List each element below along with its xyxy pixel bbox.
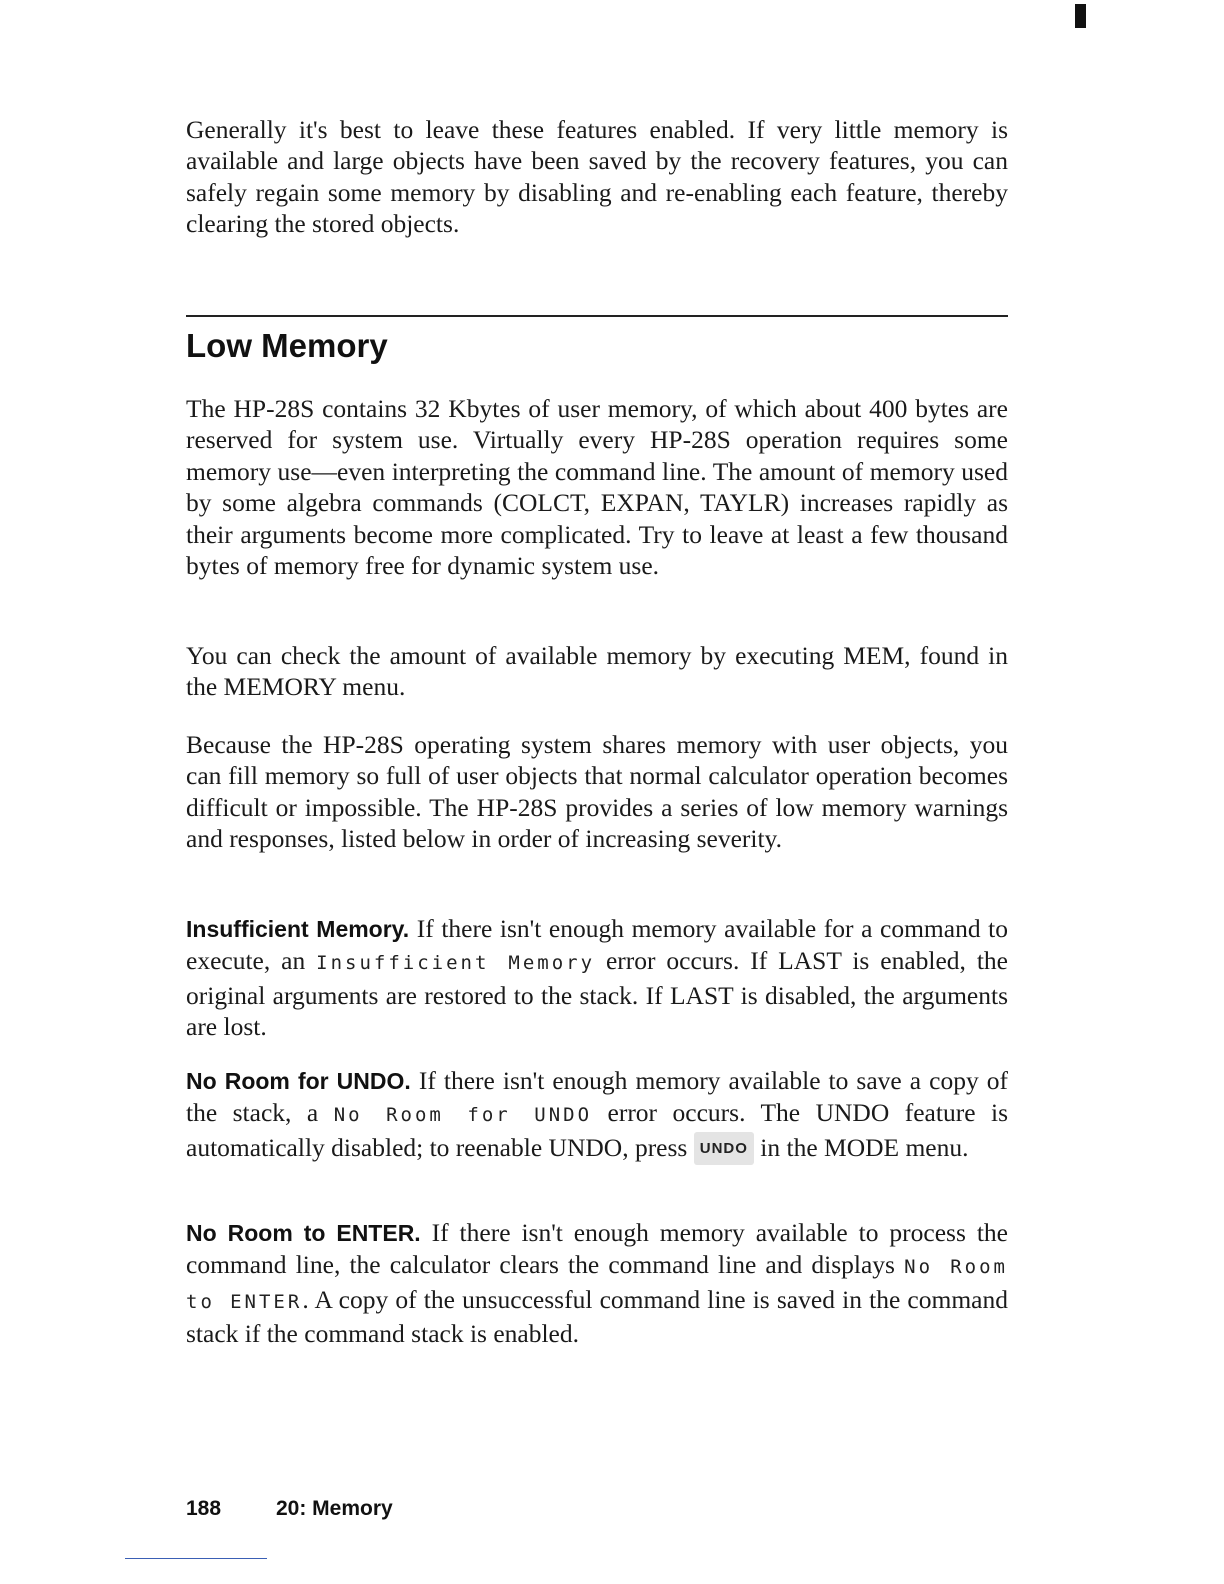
entry-text: in the MODE menu. [753, 1132, 969, 1162]
entry-heading: No Room for UNDO. [186, 1068, 411, 1094]
page-edge-mark [1075, 4, 1086, 28]
chapter-title: 20: Memory [276, 1497, 393, 1520]
intro-paragraph: Generally it's best to leave these features enabled. If very little memory is available and large objects have been saved by the recovery features, you can safely regain some memory by disabling and re-enabling each feature, thereby clearing the stored objects. [186, 115, 1008, 239]
entry-no-room-for-undo [186, 1065, 1008, 1165]
entry-text: . A copy of the unsuccessful command line is saved in the command stack if the command stack is enabled. [186, 1284, 1008, 1349]
entry-text: error occurs. The UNDO feature is automatically disabled; to reenable UNDO, press [186, 1098, 1008, 1162]
entry-text: error occurs. If LAST is enabled, the original arguments are restored to the stack. If LAST is disabled, the arguments are lost. [186, 946, 1008, 1042]
scan-edge-line [125, 1558, 267, 1559]
paragraph-text: The HP-28S contains 32 Kbytes of user memory, of which about 400 bytes are reserved for system use. Virtually every HP-28S operation requires some memory use—even interpreting the command line. The amount of memory used by some algebra commands (COLCT, EXPAN, TAYLR) increases rapidly as their arguments become more complicated. Try to leave at least a few thousand bytes of memory free for dynamic system use. [186, 394, 1008, 581]
entry-insufficient-memory [186, 913, 1008, 1043]
entry-text: If there isn't enough memory available to process the command line, the calculator clears the command line and displays [186, 1218, 1008, 1280]
paragraph-low-memory-warnings [186, 729, 1008, 855]
section-title: Low Memory [186, 327, 388, 364]
page-footer [186, 1497, 393, 1521]
entry-paragraph [186, 1217, 1008, 1350]
paragraph-mem-command [186, 640, 1008, 703]
intro-block [186, 114, 1008, 240]
paragraph-memory-size [186, 393, 1008, 581]
lcd-message: No Room to ENTER [186, 1256, 1008, 1313]
entry-heading: Insufficient Memory. [186, 916, 410, 942]
paragraph-text: Because the HP-28S operating system shares memory with user objects, you can fill memory so full of user objects that normal calculator operation becomes difficult or impossible. The HP-28S provides a series of low memory warnings and responses, listed below in order of increasing severity. [186, 730, 1008, 854]
lcd-message: No Room for UNDO [333, 1104, 593, 1127]
page-number: 188 [186, 1497, 222, 1520]
section-rule [186, 315, 1008, 317]
entry-heading: No Room to ENTER. [186, 1220, 421, 1246]
entry-no-room-to-enter [186, 1217, 1008, 1350]
entry-paragraph [186, 1065, 1008, 1165]
entry-text: If there isn't enough memory available for a command to execute, an [186, 914, 1008, 976]
paragraph-text: You can check the amount of available memory by executing MEM, found in the MEMORY menu. [186, 641, 1008, 702]
entry-text: If there isn't enough memory available to save a copy of the stack, a [186, 1066, 1009, 1128]
undo-menu-key: UNDO [694, 1132, 754, 1165]
entry-paragraph [186, 913, 1008, 1043]
lcd-message: Insufficient Memory [316, 952, 596, 975]
